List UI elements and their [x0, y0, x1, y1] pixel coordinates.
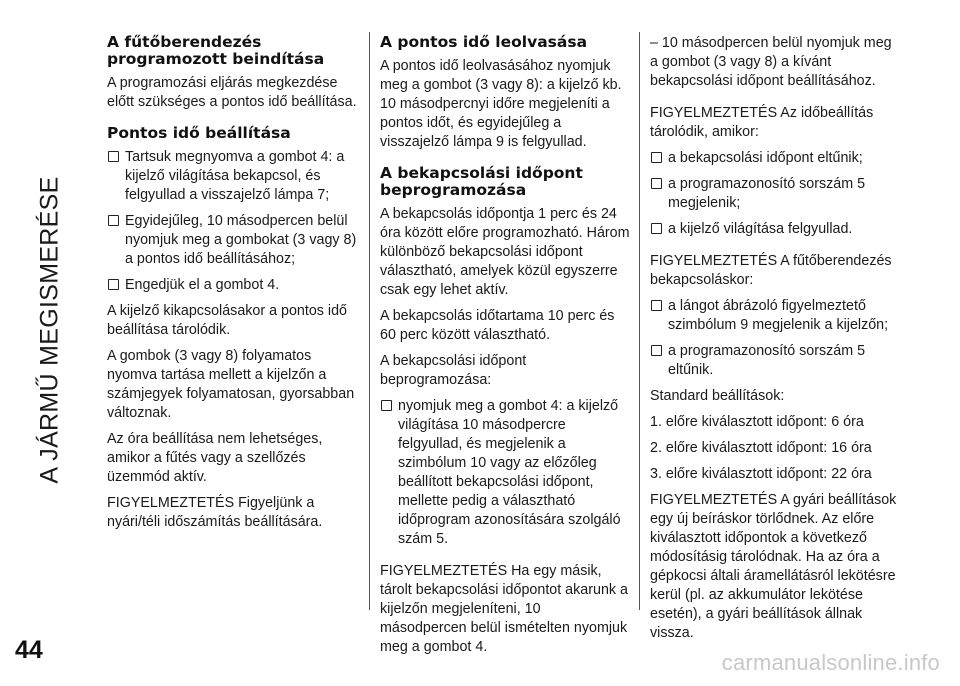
section-side-title: A JÁRMŰ MEGISMERÉSE: [35, 176, 64, 484]
warning-paragraph: FIGYELMEZTETÉS Ha egy másik, tárolt bekapcsolási időpontot akarunk a kijelzőn megjeleníteni, 10 másodpercen belül ismételten nyomjuk meg a gombot 4.: [380, 563, 628, 655]
checkbox-list-item: Egyidejűleg, 10 másodpercen belül nyomjuk meg a gombokat (3 vagy 8) a pontos idő beállításához;: [107, 212, 359, 269]
column-2: [380, 34, 630, 664]
list-line: 3. előre kiválasztott időpont: 22 óra: [650, 466, 872, 482]
list-line: 1. előre kiválasztott időpont: 6 óra: [650, 414, 864, 430]
footer-watermark: carmanualsonline.info: [721, 650, 940, 675]
paragraph: Az óra beállítása nem lehetséges, amikor a fűtés vagy a szellőzés üzemmód aktív.: [107, 431, 323, 485]
checkbox-list-item: a bekapcsolási időpont eltűnik;: [650, 149, 898, 168]
column-divider: [639, 32, 640, 610]
column-1: [107, 34, 359, 539]
paragraph: A gombok (3 vagy 8) folyamatos nyomva tartása mellett a kijelzőn a számjegyek folyamatosan, gyorsabban változnak.: [107, 348, 355, 421]
warning-paragraph: FIGYELMEZTETÉS Az időbeállítás tárolódik, amikor:: [650, 105, 874, 140]
paragraph: A pontos idő leolvasásához nyomjuk meg a gombot (3 vagy 8): a kijelző kb. 10 másodpercnyi időre megjeleníti a pontos időt, és egyidejűleg a visszajelző lámpa 9 is felgyullad.: [380, 58, 622, 150]
checkbox-list-item: a programazonosító sorszám 5 eltűnik.: [650, 342, 898, 380]
warning-paragraph: FIGYELMEZTETÉS A fűtőberendezés bekapcsoláskor:: [650, 253, 892, 288]
warning-paragraph: FIGYELMEZTETÉS A gyári beállítások egy új beíráskor törlődnek. Az előre kiválasztott időpontok a következő módosításig tárolódnak. Ha az óra a gépkocsi általi áramellátásról lekötésre kerül (pl. az akkumulátor lekötése esetén), a gyári beállítások állnak vissza.: [650, 492, 897, 641]
paragraph: A bekapcsolás időpontja 1 perc és 24 óra között előre programozható. Három különböző bekapcsolási időpont választható, amelyek közül egyszerre csak egy lehet aktív.: [380, 206, 630, 298]
list-line: 2. előre kiválasztott időpont: 16 óra: [650, 440, 872, 456]
section-heading: Pontos idő beállítása: [107, 124, 291, 142]
column-divider: [369, 32, 370, 610]
paragraph: A programozási eljárás megkezdése előtt szükséges a pontos idő beállítása.: [107, 75, 357, 110]
section-heading: A fűtőberendezés programozott beindítása: [107, 33, 325, 68]
paragraph: Standard beállítások:: [650, 388, 785, 404]
column-3: [650, 34, 898, 650]
paragraph: A kijelző kikapcsolásakor a pontos idő beállítása tárolódik.: [107, 303, 348, 338]
checkbox-list-item: a programazonosító sorszám 5 megjelenik;: [650, 175, 898, 213]
checkbox-list-item: a kijelző világítása felgyullad.: [650, 220, 898, 239]
section-heading: A bekapcsolási időpont beprogramozása: [380, 164, 583, 199]
warning-paragraph: FIGYELMEZTETÉS Figyeljünk a nyári/téli időszámítás beállítására.: [107, 495, 323, 530]
section-heading: A pontos idő leolvasása: [380, 33, 588, 51]
checkbox-list-item: nyomjuk meg a gombot 4: a kijelző világítása 10 másodpercre felgyullad, és megjelenik a szimbólum 10 vagy az előzőleg beállított bekapcsolási időpont, mellette pedig a választható időprogram azonosítására szolgáló szám 5.: [380, 397, 630, 549]
paragraph: A bekapcsolás időtartama 10 perc és 60 perc között választható.: [380, 308, 615, 343]
checkbox-list-item: Engedjük el a gombot 4.: [107, 276, 359, 295]
paragraph: A bekapcsolási időpont beprogramozása:: [380, 353, 527, 388]
checkbox-list-item: a lángot ábrázoló figyelmeztető szimbólum 9 megjelenik a kijelzőn;: [650, 297, 898, 335]
checkbox-list-item: Tartsuk megnyomva a gombot 4: a kijelző világítása bekapcsol, és felgyullad a visszajelző lámpa 7;: [107, 148, 359, 205]
page-number: 44: [15, 636, 43, 664]
paragraph: – 10 másodpercen belül nyomjuk meg a gombot (3 vagy 8) a kívánt bekapcsolási időpont beállításához.: [650, 35, 892, 89]
